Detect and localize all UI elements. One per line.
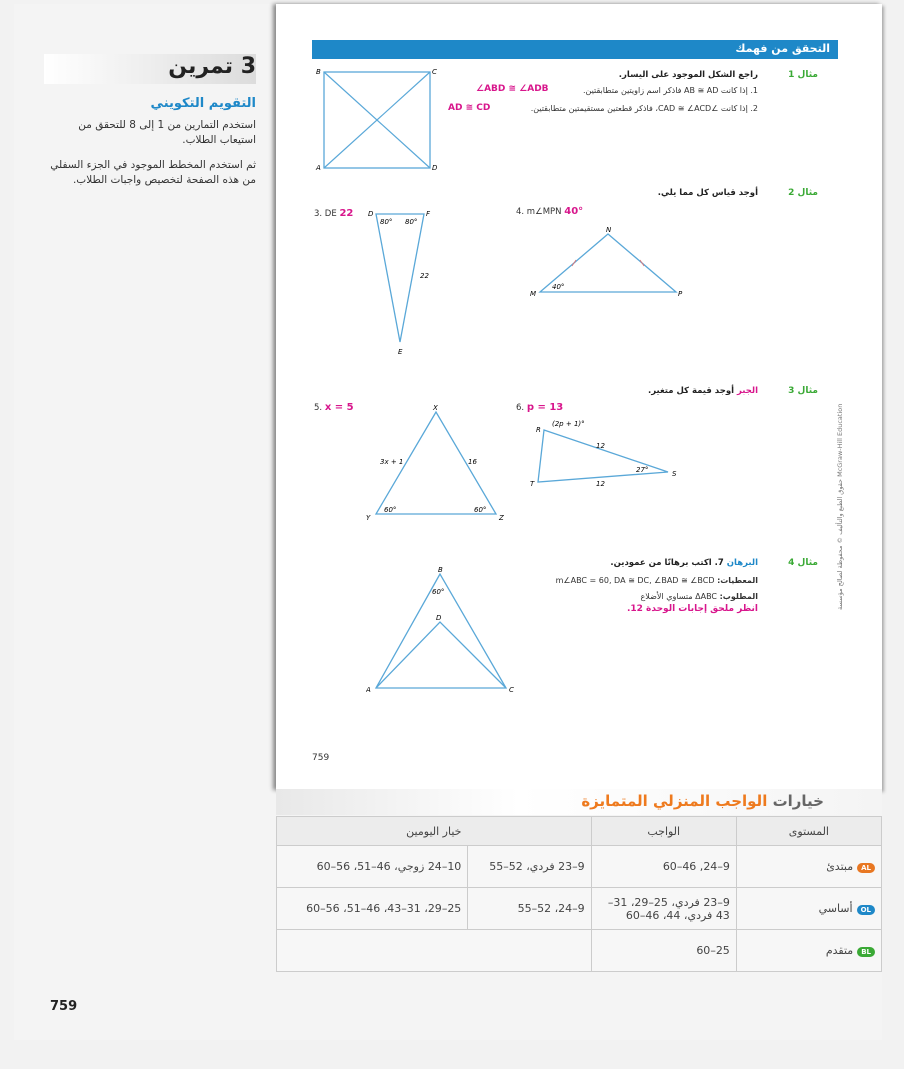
outer-page-number: 759: [50, 999, 78, 1014]
example-3-label: مثال 3: [788, 386, 818, 396]
angle-s: 27°: [636, 466, 649, 474]
question-3: 3. DE 22: [314, 208, 354, 219]
example-1-label: مثال 1: [788, 70, 818, 80]
triangle-mnp-diagram: [530, 226, 690, 300]
vertex-c: C: [509, 686, 514, 694]
algebra-tag: الجبر: [737, 386, 758, 396]
side-xy: 3x + 1: [380, 458, 404, 466]
vertex-b: B: [438, 566, 443, 574]
square-diagram: [312, 64, 442, 176]
answer-6: p = 13: [526, 402, 564, 413]
vertex-m: M: [530, 290, 537, 298]
vertex-d: D: [436, 614, 442, 622]
vertex-s: S: [672, 470, 677, 478]
example-1-instruction: راجع الشكل الموجود على اليسار.: [618, 70, 758, 80]
triangle-abc-diagram: [366, 562, 526, 700]
vertex-b: B: [316, 68, 321, 76]
table-row: OLأساسي 9–23 فردي، 25–29، 31–43 فردي، 44، 46–60 9–24، 52–55 25–29، 31–43، 46–51، 56–60: [277, 888, 882, 930]
question-6: 6. p = 13: [516, 402, 564, 413]
angle-d: 80°: [380, 218, 393, 226]
example-4-instruction: البرهان 7. اكتب برهانًا من عمودين.: [610, 558, 758, 568]
sidebar-paragraph-1: استخدم التمارين من 1 إلى 8 للتحقق من استيعاب الطلاب.: [78, 119, 256, 146]
copyright-note: حقوق الطبع والتأليف © محفوظة لصالح مؤسسة McGraw-Hill Education: [836, 403, 844, 610]
proof-answer: انظر ملحق إجابات الوحدة 12.: [626, 604, 758, 614]
vertex-n: N: [606, 226, 612, 234]
vertex-t: T: [530, 480, 535, 488]
question-4: 4. m∠MPN 40°: [516, 206, 584, 217]
table-row: ALمبتدئ 9–24, 46–60 9–23 فردي، 52–55 10–24 زوجي، 46–51، 56–60: [277, 846, 882, 888]
angle-m: 40°: [552, 283, 565, 291]
answer-4: 40°: [564, 206, 584, 217]
answer-1: ∠ABD ≅ ∠ADB: [476, 84, 549, 94]
sidebar-paragraph-2: ثم استخدم المخطط الموجود في الجزء السفلي من هذه الصفحة لتخصيص واجبات الطلاب.: [50, 159, 256, 186]
header-homework: الواجب: [591, 817, 736, 846]
homework-title: خيارات الواجب المنزلي المتمايزة: [581, 792, 824, 810]
homework-table: [276, 816, 882, 972]
vertex-p: P: [678, 290, 683, 298]
example-2-label: مثال 2: [788, 188, 818, 198]
question-5: 5. x = 5: [314, 402, 354, 413]
banner-title: التحقق من فهمك: [735, 42, 830, 55]
level-badge: BL: [857, 947, 875, 957]
table-row: BLمتقدم 25–60: [277, 930, 882, 972]
header-level: المستوى: [736, 817, 881, 846]
answer-3: 22: [339, 208, 354, 219]
question-2: 2. إذا كانت ∠CAD ≅ ∠ACD، فاذكر قطعتين مستقيمتين متطابقتين.: [530, 104, 758, 113]
triangle-rst-diagram: [528, 418, 688, 492]
vertex-a: A: [366, 686, 371, 694]
angle-f: 80°: [405, 218, 418, 226]
angle-b: 60°: [432, 588, 445, 596]
vertex-x: X: [433, 404, 438, 412]
side-xz: 16: [468, 458, 477, 466]
vertex-a: A: [316, 164, 321, 172]
vertex-f: F: [426, 210, 431, 218]
vertex-d: D: [432, 164, 438, 172]
vertex-e: E: [398, 348, 403, 356]
question-1: 1. إذا كانت AB ≅ AD فاذكر اسم زاويتين متطابقتين.: [583, 86, 758, 95]
sidebar-title: 3 تمرين: [168, 54, 256, 79]
side-rs: 12: [596, 442, 605, 450]
level-badge: OL: [857, 905, 875, 915]
angle-r: (2p + 1)°: [552, 420, 585, 428]
example-4-label: مثال 4: [788, 558, 818, 568]
angle-y: 60°: [384, 506, 397, 514]
angle-z: 60°: [474, 506, 487, 514]
level-badge: AL: [857, 863, 875, 873]
vertex-r: R: [536, 426, 541, 434]
header-two-day: خيار اليومين: [277, 817, 592, 846]
side-ts: 12: [596, 480, 605, 488]
side-fe: 22: [420, 272, 429, 280]
triangle-def-diagram: [360, 206, 440, 362]
proof-tag: البرهان: [726, 558, 758, 568]
triangle-xyz-diagram: [366, 400, 516, 524]
example-3-instruction: الجبر أوجد قيمة كل متغير.: [647, 386, 758, 396]
vertex-d: D: [368, 210, 374, 218]
example-2-instruction: أوجد قياس كل مما يلي.: [657, 188, 758, 198]
vertex-z: Z: [499, 514, 504, 522]
sidebar-subtitle: التقويم التكويني: [150, 96, 256, 111]
given-line: المعطيات: m∠ABC = 60, DA ≅ DC, ∠BAD ≅ ∠BCD: [555, 576, 758, 585]
inner-page-number: 759: [312, 753, 330, 763]
prove-line: المطلوب: ΔABC متساوي الأضلاع: [640, 592, 758, 601]
vertex-y: Y: [366, 514, 371, 522]
answer-5: x = 5: [324, 402, 354, 413]
vertex-c: C: [432, 68, 437, 76]
answer-2: AD ≅ CD: [448, 103, 491, 113]
